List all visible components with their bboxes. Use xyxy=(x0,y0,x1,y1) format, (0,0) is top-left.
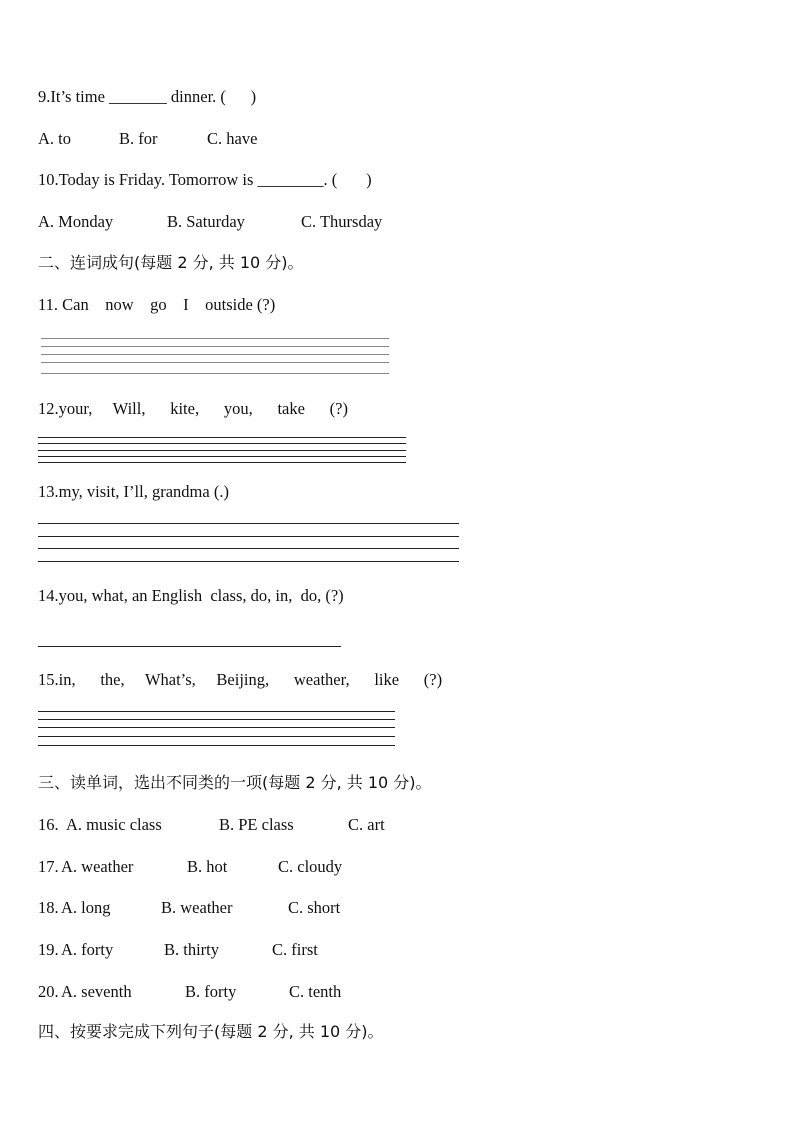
question-15: 15.in, the, What’s, Beijing, weather, like (?) xyxy=(38,670,443,689)
option-a: A. to xyxy=(38,129,71,148)
option-b: B. hot xyxy=(187,857,228,876)
option-b: B. PE class xyxy=(219,815,294,834)
option-a: A. seventh xyxy=(61,982,132,1001)
option-c: C. have xyxy=(207,129,258,148)
question-10: 10.Today is Friday. Tomorrow is ________. ( ) xyxy=(38,170,372,189)
question-14: 14.you, what, an English class, do, in, do, (?) xyxy=(38,586,344,605)
option-c: C. first xyxy=(272,940,318,959)
section-4-heading: 四、按要求完成下列句子(每题 2 分, 共 10 分)。 xyxy=(38,1022,384,1041)
option-c: C. short xyxy=(288,898,341,917)
option-b: B. for xyxy=(119,129,158,148)
option-c: C. art xyxy=(348,815,385,834)
section-3-heading: 三、读单词，选出不同类的一项(每题 2 分, 共 10 分)。 xyxy=(38,773,432,792)
question-number: 16. xyxy=(38,815,59,834)
option-b: B. forty xyxy=(185,982,237,1001)
question-number: 18. xyxy=(38,898,59,917)
option-b: B. Saturday xyxy=(167,212,245,231)
option-a: A. forty xyxy=(61,940,114,959)
question-11: 11. Can now go I outside (?) xyxy=(38,295,276,314)
question-number: 17. xyxy=(38,857,59,876)
question-9: 9.It’s time _______ dinner. ( ) xyxy=(38,87,257,106)
option-c: C. tenth xyxy=(289,982,342,1001)
question-13: 13.my, visit, I’ll, grandma (.) xyxy=(38,482,229,501)
option-a: A. weather xyxy=(61,857,134,876)
option-a: A. long xyxy=(61,898,111,917)
option-a: A. music class xyxy=(66,815,162,834)
question-12: 12.your, Will, kite, you, take (?) xyxy=(38,399,348,418)
section-2-heading: 二、连词成句(每题 2 分, 共 10 分)。 xyxy=(38,253,304,272)
option-b: B. weather xyxy=(161,898,233,917)
option-c: C. cloudy xyxy=(278,857,343,876)
question-number: 19. xyxy=(38,940,59,959)
option-c: C. Thursday xyxy=(301,212,383,231)
option-a: A. Monday xyxy=(38,212,114,231)
option-b: B. thirty xyxy=(164,940,220,959)
question-number: 20. xyxy=(38,982,59,1001)
